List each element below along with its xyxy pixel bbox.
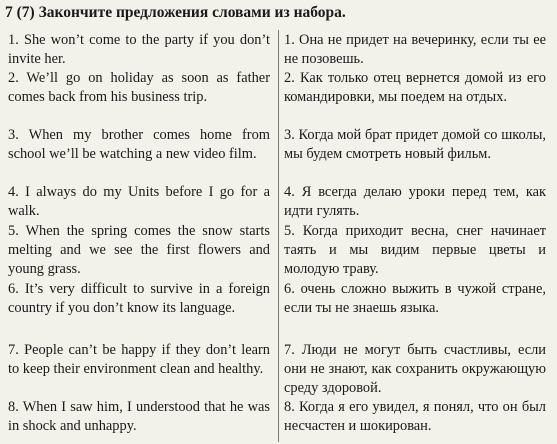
- russian-translation: 6. очень сложно выжить в чужой стране, если ты не знаешь языка.: [284, 281, 546, 317]
- english-sentence: 2. We’ll go on holiday as soon as father comes back from his business trip.: [8, 70, 270, 106]
- english-sentence: 5. When the spring comes the snow starts melting and we see the first flowers and young grass.: [8, 223, 270, 278]
- table-row: [8, 222, 546, 280]
- english-sentence: 6. It’s very difficult to survive in a foreign country if you don’t know its language.: [8, 281, 270, 317]
- english-sentence: 7. People can’t be happy if they don’t learn to keep their environment clean and healthy.: [8, 342, 270, 378]
- exercise-title: 7 (7) Закончите предложения словами из набора.: [5, 4, 346, 21]
- russian-translation: 5. Когда приходит весна, снег начинает таять и мы видим первые цветы и молодую траву.: [284, 223, 546, 278]
- russian-translation: 1. Она не придет на вечеринку, если ты ее не позовешь.: [284, 32, 546, 68]
- russian-translation: 8. Когда я его увидел, я понял, что он был несчастен и шокирован.: [284, 399, 546, 435]
- russian-translation: 3. Когда мой брат придет домой со школы, мы будем смотреть новый фильм.: [284, 127, 546, 163]
- english-sentence: 8. When I saw him, I understood that he was in shock and unhappy.: [8, 399, 270, 435]
- english-sentence: 4. I always do my Units before I go for a walk.: [8, 184, 270, 220]
- english-sentence: 1. She won’t come to the party if you don’t invite her.: [8, 32, 270, 68]
- table-row: [8, 183, 546, 221]
- table-row: [8, 31, 546, 69]
- table-row: [8, 69, 546, 107]
- english-sentence: 3. When my brother comes home from school we’ll be watching a new video film.: [8, 127, 270, 163]
- table-row: [8, 398, 546, 436]
- table-row: [8, 126, 546, 164]
- russian-translation: 7. Люди не могут быть счастливы, если они не знают, как сохранить окружающую среду здоровой.: [284, 342, 546, 397]
- table-row: [8, 280, 546, 318]
- table-row: [8, 341, 546, 399]
- russian-translation: 4. Я всегда делаю уроки перед тем, как идти гулять.: [284, 184, 546, 220]
- russian-translation: 2. Как только отец вернется домой из его командировки, мы поедем на отдых.: [284, 70, 546, 106]
